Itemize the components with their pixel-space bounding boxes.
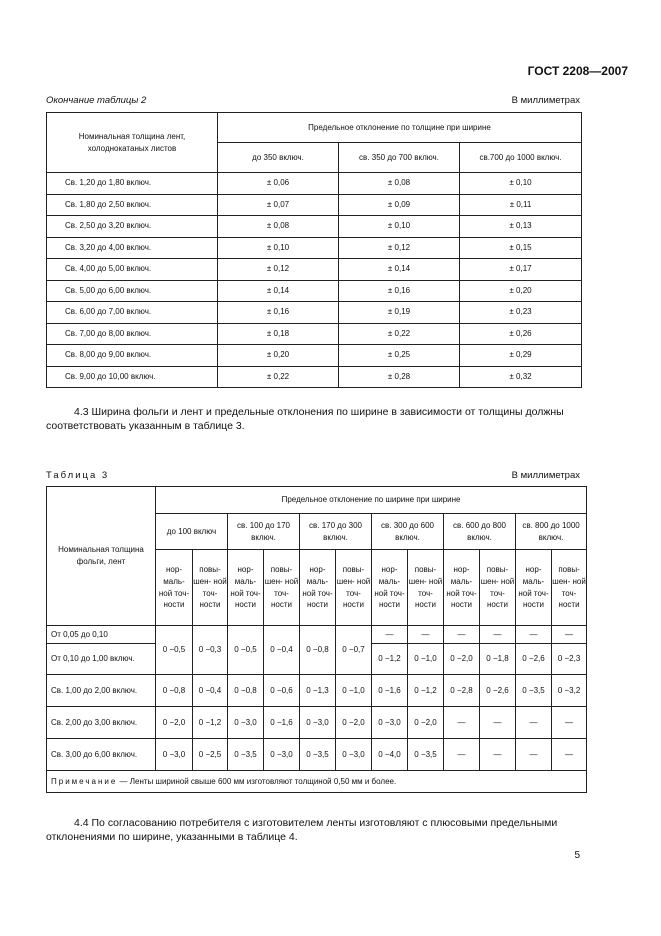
cell: 0 −0,5 — [156, 626, 193, 675]
cell: ± 0,17 — [460, 259, 582, 281]
cell: — — [516, 739, 552, 771]
cell: 0 −1,2 — [193, 707, 228, 739]
table-row — [47, 366, 582, 388]
cell: ± 0,09 — [339, 194, 460, 216]
table-row — [47, 280, 582, 302]
cell: 0 −0,7 — [336, 626, 372, 675]
table2 — [46, 112, 582, 388]
accuracy-normal: нор- маль- ной точ- ности — [444, 550, 480, 626]
table-row — [47, 707, 587, 739]
paragraph-4-4: 4.4 По согласованию потребителя с изготовителем ленты изготовляют с плюсовыми предельными отклонениями по ширине, указанными в таблице 4. — [46, 817, 558, 843]
cell: 0 −2,0 — [408, 707, 444, 739]
cell: — — [552, 739, 587, 771]
page-number: 5 — [574, 850, 580, 861]
cell: — — [552, 707, 587, 739]
cell: 0 −1,0 — [336, 675, 372, 707]
table3-note — [47, 771, 587, 793]
cell: 0 −2,0 — [444, 644, 480, 675]
cell: — — [444, 739, 480, 771]
table-row — [47, 675, 587, 707]
cell: 0 −0,8 — [156, 675, 193, 707]
accuracy-high: повы- шен- ной точ- ности — [336, 550, 372, 626]
cell: 0 −1,2 — [408, 675, 444, 707]
cell: 0 −1,2 — [372, 644, 408, 675]
cell: — — [552, 626, 587, 644]
row-label: Св. 7,00 до 8,00 включ. — [47, 323, 218, 345]
cell: ± 0,28 — [339, 366, 460, 388]
cell: ± 0,10 — [339, 216, 460, 238]
width-group: св. 800 до 1000 включ. — [516, 514, 587, 550]
cell: ± 0,18 — [218, 323, 339, 345]
table3 — [46, 486, 587, 793]
cell: ± 0,16 — [339, 280, 460, 302]
cell: 0 −2,0 — [336, 707, 372, 739]
accuracy-high: повы- шен- ной точ- ности — [193, 550, 228, 626]
cell: 0 −1,8 — [480, 644, 516, 675]
cell: ± 0,26 — [460, 323, 582, 345]
table2-units: В миллиметрах — [511, 95, 580, 106]
cell: 0 −3,5 — [408, 739, 444, 771]
width-group: св. 170 до 300 включ. — [300, 514, 372, 550]
cell: — — [444, 626, 480, 644]
table3-col-header: Номинальная толщина фольги, лент — [47, 487, 156, 626]
accuracy-high: повы- шен- ной точ- ности — [264, 550, 300, 626]
width-group: св. 600 до 800 включ. — [444, 514, 516, 550]
cell: ± 0,29 — [460, 345, 582, 367]
accuracy-normal: нор- маль- ной точ- ности — [372, 550, 408, 626]
table-row — [47, 259, 582, 281]
cell: ± 0,10 — [460, 173, 582, 195]
cell: ± 0,20 — [218, 345, 339, 367]
cell: 0 −2,6 — [480, 675, 516, 707]
accuracy-normal: нор- маль- ной точ- ности — [228, 550, 264, 626]
table2-group-header: Предельное отклонение по толщине при ширине — [218, 113, 582, 143]
row-label: Св. 4,00 до 5,00 включ. — [47, 259, 218, 281]
cell: ± 0,10 — [218, 237, 339, 259]
accuracy-high: повы- шен- ной точ- ности — [408, 550, 444, 626]
cell: ± 0,16 — [218, 302, 339, 324]
row-label: От 0,10 до 1,00 включ. — [47, 644, 156, 675]
cell: 0 −0,4 — [193, 675, 228, 707]
row-label: Св. 1,20 до 1,80 включ. — [47, 173, 218, 195]
accuracy-normal: нор- маль- ной точ- ности — [300, 550, 336, 626]
cell: 0 −2,0 — [156, 707, 193, 739]
cell: — — [408, 626, 444, 644]
cell: 0 −3,0 — [300, 707, 336, 739]
cell: — — [516, 626, 552, 644]
cell: 0 −3,0 — [336, 739, 372, 771]
cell: 0 −0,6 — [264, 675, 300, 707]
cell: — — [444, 707, 480, 739]
row-label: Св. 2,50 до 3,20 включ. — [47, 216, 218, 238]
table-row — [47, 216, 582, 238]
cell: 0 −1,6 — [372, 675, 408, 707]
cell: 0 −3,5 — [516, 675, 552, 707]
paragraph-4-3: 4.3 Ширина фольги и лент и предельные отклонения по ширине в зависимости от толщины должны соответствовать указанным в таблице 3. — [46, 406, 564, 432]
row-label: Св. 6,00 до 7,00 включ. — [47, 302, 218, 324]
cell: 0 −0,8 — [228, 675, 264, 707]
cell: — — [372, 626, 408, 644]
cell: ± 0,14 — [218, 280, 339, 302]
cell: — — [480, 626, 516, 644]
table-row — [47, 345, 582, 367]
row-label: От 0,05 до 0,10 — [47, 626, 156, 644]
table-row — [47, 173, 582, 195]
cell: ± 0,20 — [460, 280, 582, 302]
table3-caption: Таблица 3 — [46, 470, 110, 481]
cell: ± 0,11 — [460, 194, 582, 216]
cell: ± 0,07 — [218, 194, 339, 216]
cell: 0 −2,5 — [193, 739, 228, 771]
row-label: Св. 3,20 до 4,00 включ. — [47, 237, 218, 259]
note-label: Примечание — [51, 776, 118, 786]
cell: ± 0,06 — [218, 173, 339, 195]
cell: 0 −3,2 — [552, 675, 587, 707]
width-group: св. 100 до 170 включ. — [228, 514, 300, 550]
row-label: Св. 5,00 до 6,00 включ. — [47, 280, 218, 302]
note-text: — Ленты шириной свыше 600 мм изготовляют толщиной 0,50 мм и более. — [119, 776, 397, 786]
cell: 0 −1,0 — [408, 644, 444, 675]
table3-units: В миллиметрах — [511, 470, 580, 481]
cell: — — [480, 739, 516, 771]
cell: ± 0,19 — [339, 302, 460, 324]
accuracy-high: повы- шен- ной точ- ности — [552, 550, 587, 626]
cell: — — [480, 707, 516, 739]
table-row — [47, 302, 582, 324]
row-label: Св. 2,00 до 3,00 включ. — [47, 707, 156, 739]
cell: ± 0,12 — [218, 259, 339, 281]
width-group: до 100 включ — [156, 514, 228, 550]
row-label: Св. 3,00 до 6,00 включ. — [47, 739, 156, 771]
row-label: Св. 8,00 до 9,00 включ. — [47, 345, 218, 367]
table3-group-header: Предельное отклонение по ширине при ширине — [156, 487, 587, 514]
table-row — [47, 323, 582, 345]
cell: ± 0,08 — [339, 173, 460, 195]
table-row — [47, 739, 587, 771]
cell: 0 −4,0 — [372, 739, 408, 771]
table2-subheader: св.700 до 1000 включ. — [460, 143, 582, 173]
cell: ± 0,13 — [460, 216, 582, 238]
cell: ± 0,25 — [339, 345, 460, 367]
cell: ± 0,15 — [460, 237, 582, 259]
row-label: Св. 1,00 до 2,00 включ. — [47, 675, 156, 707]
cell: 0 −1,6 — [264, 707, 300, 739]
cell: 0 −0,4 — [264, 626, 300, 675]
cell: 0 −2,3 — [552, 644, 587, 675]
cell: ± 0,22 — [339, 323, 460, 345]
cell: 0 −0,3 — [193, 626, 228, 675]
accuracy-normal: нор- маль- ной точ- ности — [156, 550, 193, 626]
accuracy-high: повы- шен- ной точ- ности — [480, 550, 516, 626]
accuracy-normal: нор- маль- ной точ- ности — [516, 550, 552, 626]
table-row — [47, 626, 587, 644]
cell: 0 −2,6 — [516, 644, 552, 675]
cell: ± 0,14 — [339, 259, 460, 281]
row-label: Св. 1,80 до 2,50 включ. — [47, 194, 218, 216]
cell: 0 −3,0 — [372, 707, 408, 739]
table-row — [47, 194, 582, 216]
width-group: св. 300 до 600 включ. — [372, 514, 444, 550]
cell: 0 −3,0 — [156, 739, 193, 771]
cell: 0 −0,5 — [228, 626, 264, 675]
cell: 0 −3,0 — [264, 739, 300, 771]
table2-subheader: до 350 включ. — [218, 143, 339, 173]
table-row — [47, 237, 582, 259]
cell: — — [516, 707, 552, 739]
cell: 0 −1,3 — [300, 675, 336, 707]
cell: ± 0,22 — [218, 366, 339, 388]
row-label: Св. 9,00 до 10,00 включ. — [47, 366, 218, 388]
cell: ± 0,23 — [460, 302, 582, 324]
cell: 0 −3,5 — [228, 739, 264, 771]
table2-col-header: Номинальная толщина лент, холоднокатаных листов — [47, 113, 218, 173]
cell: 0 −2,8 — [444, 675, 480, 707]
table2-caption: Окончание таблицы 2 — [46, 95, 147, 106]
cell: 0 −0,8 — [300, 626, 336, 675]
standard-number: ГОСТ 2208—2007 — [527, 64, 628, 78]
table2-subheader: св. 350 до 700 включ. — [339, 143, 460, 173]
cell: ± 0,32 — [460, 366, 582, 388]
cell: 0 −3,5 — [300, 739, 336, 771]
cell: ± 0,08 — [218, 216, 339, 238]
cell: ± 0,12 — [339, 237, 460, 259]
cell: 0 −3,0 — [228, 707, 264, 739]
